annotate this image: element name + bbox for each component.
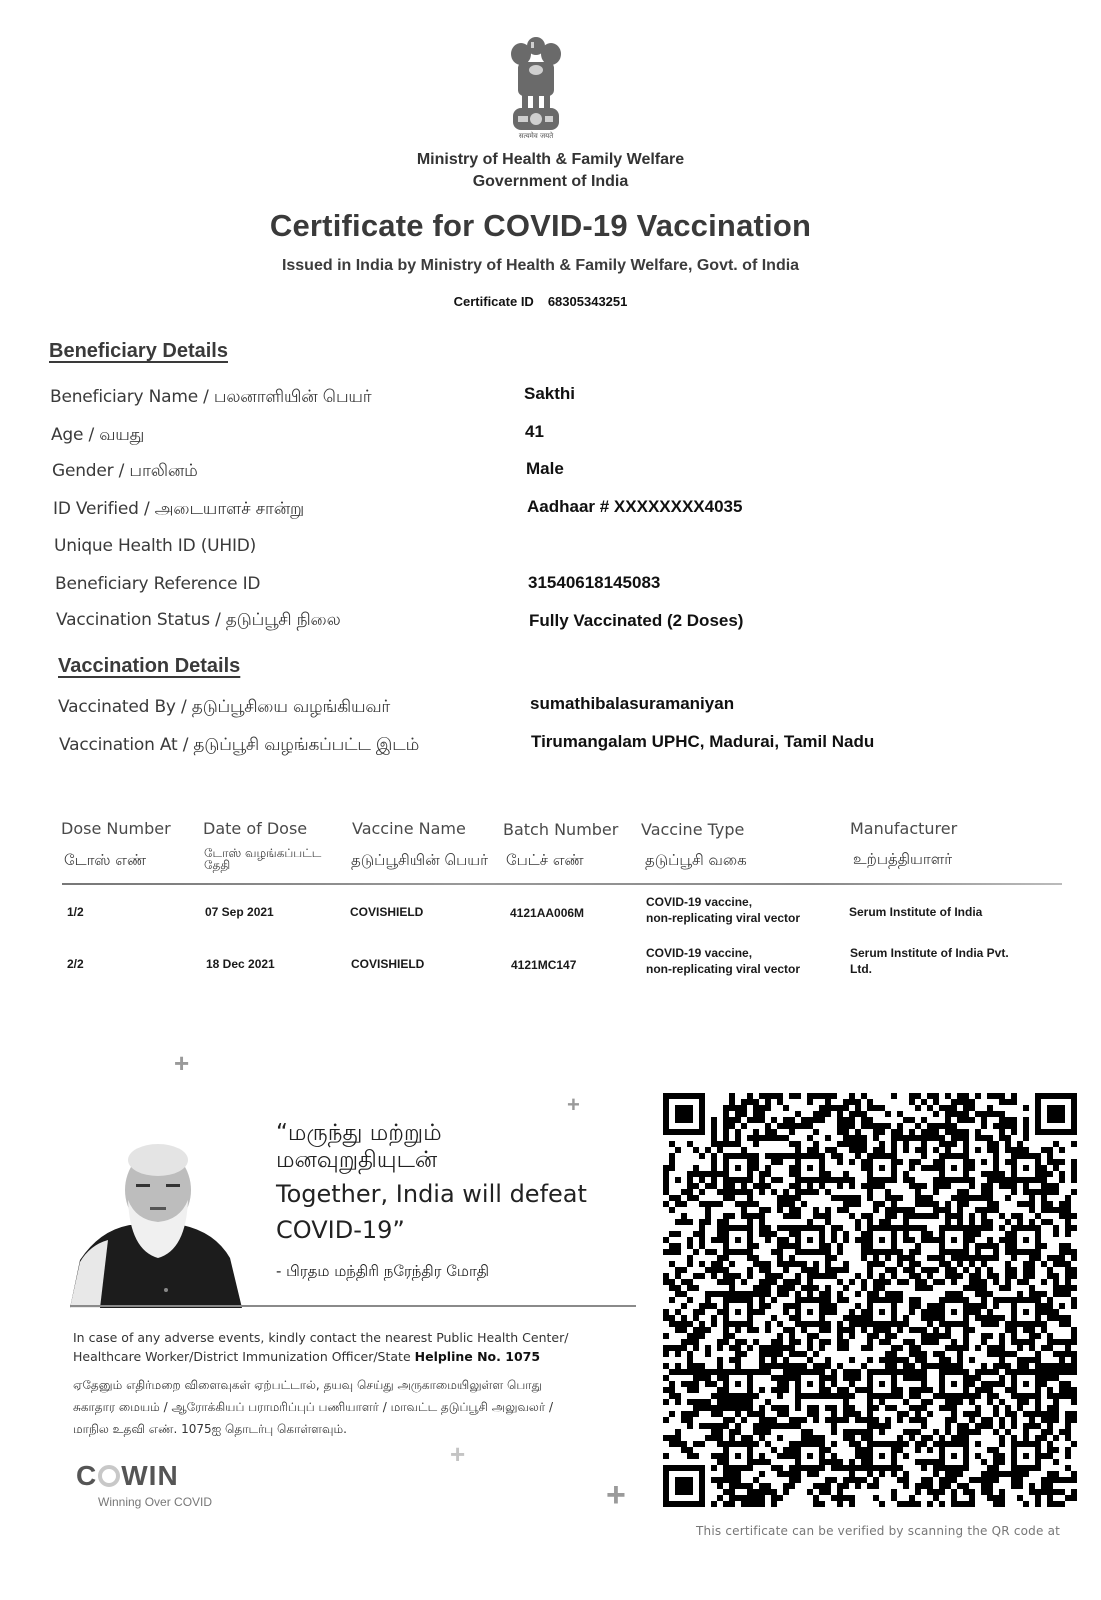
- vaccination-at-label: Vaccination At / தடுப்பூசி வழங்கப்பட்ட இடம்: [59, 735, 420, 755]
- vaccination-status-value: Fully Vaccinated (2 Doses): [529, 611, 744, 630]
- vaccination-status-label: Vaccination Status / தடுப்பூசி நிலை: [56, 610, 341, 630]
- ministry-name: Ministry of Health & Family Welfare: [416, 151, 685, 168]
- plus-decoration-icon: +: [174, 1048, 190, 1078]
- column-header-vaccine-name-ta: தடுப்பூசியின் பெயர்: [351, 851, 488, 869]
- age-value: 41: [525, 422, 544, 441]
- plus-decoration-icon: +: [450, 1439, 466, 1469]
- vaccination-details-heading: Vaccination Details: [58, 655, 241, 677]
- dose-2-vaccine-name: COVISHIELD: [351, 957, 425, 971]
- dose-2-batch: 4121MC147: [511, 958, 577, 972]
- gender-label: Gender / பாலினம்: [52, 461, 198, 481]
- adverse-events-notice: In case of any adverse events, kindly contact the nearest Public Health Center/ Healthcare Worker/District Immunization Officer/State Helpline No. 1075: [73, 1330, 569, 1364]
- certificate-subtitle: Issued in India by Ministry of Health & Family Welfare, Govt. of India: [281, 257, 800, 274]
- column-header-manufacturer: Manufacturer: [850, 819, 958, 838]
- vaccination-at-value: Tirumangalam UPHC, Madurai, Tamil Nadu: [531, 732, 875, 751]
- id-verified-label: ID Verified / அடையாளச் சான்று: [53, 499, 304, 519]
- vaccinated-by-label: Vaccinated By / தடுப்பூசியை வழங்கியவர்: [58, 697, 391, 717]
- column-header-batch-number-ta: பேட்ச் எண்: [506, 851, 584, 869]
- column-header-date-of-dose-ta: டோஸ் வழங்கப்பட்ட தேதி: [204, 846, 322, 872]
- certificate-id-value: 68305343251: [547, 294, 628, 309]
- dose-2-vaccine-type: COVID-19 vaccine, non-replicating viral vector: [646, 946, 801, 976]
- beneficiary-name-value: Sakthi: [524, 384, 576, 403]
- cowin-plus-circle-icon: [98, 1465, 120, 1487]
- dose-2-date: 18 Dec 2021: [206, 957, 275, 971]
- government-name: Government of India: [472, 173, 629, 190]
- beneficiary-reference-id-label: Beneficiary Reference ID: [55, 574, 261, 594]
- column-header-vaccine-name: Vaccine Name: [352, 819, 466, 838]
- uhid-label: Unique Health ID (UHID): [54, 536, 257, 556]
- emblem-motto: सत्यमेव जयते: [518, 132, 554, 140]
- plus-decoration-icon: +: [606, 1476, 626, 1514]
- dose-2-number: 2/2: [67, 957, 84, 971]
- column-header-date-of-dose: Date of Dose: [203, 819, 308, 838]
- dose-1-batch: 4121AA006M: [510, 906, 585, 920]
- qr-verification-note: This certificate can be verified by scanning the QR code at: [696, 1524, 1061, 1538]
- id-verified-value: Aadhaar # XXXXXXXX4035: [527, 497, 743, 516]
- column-header-manufacturer-ta: உற்பத்தியாளர்: [853, 850, 953, 868]
- quote-tamil: “மருந்து மற்றும் மனவுறுதியுடன்: [276, 1120, 442, 1173]
- dose-1-vaccine-type: COVID-19 vaccine, non-replicating viral vector: [646, 895, 801, 925]
- footer-divider: [70, 1305, 636, 1307]
- age-label: Age / வயது: [51, 425, 145, 445]
- gender-value: Male: [526, 459, 564, 478]
- dose-1-number: 1/2: [67, 905, 84, 919]
- dose-1-manufacturer: Serum Institute of India: [849, 905, 983, 919]
- prime-minister-portrait: [70, 1140, 242, 1308]
- table-header-divider: [62, 883, 1062, 885]
- cowin-tagline: Winning Over COVID: [98, 1495, 213, 1509]
- cowin-logo: C WIN: [76, 1460, 179, 1491]
- quote-english: Together, India will defeat COVID-19”: [276, 1180, 587, 1244]
- vaccinated-by-value: sumathibalasuramaniyan: [530, 694, 735, 713]
- plus-decoration-icon: +: [567, 1092, 580, 1117]
- column-header-vaccine-type-ta: தடுப்பூசி வகை: [645, 851, 747, 869]
- certificate-id-label: Certificate ID: [453, 294, 534, 309]
- beneficiary-details-heading: Beneficiary Details: [49, 340, 228, 362]
- qr-code[interactable]: [663, 1093, 1077, 1507]
- column-header-vaccine-type: Vaccine Type: [641, 820, 745, 839]
- beneficiary-reference-id-value: 31540618145083: [528, 573, 661, 592]
- column-header-batch-number: Batch Number: [503, 820, 619, 839]
- column-header-dose-number: Dose Number: [61, 819, 171, 838]
- beneficiary-name-label: Beneficiary Name / பலனாளியின் பெயர்: [50, 387, 372, 407]
- quote-attribution: - பிரதம மந்திரி நரேந்திர மோதி: [276, 1262, 490, 1280]
- helpline-number: Helpline No. 1075: [414, 1349, 541, 1364]
- certificate-id: [0, 294, 1081, 309]
- dose-1-vaccine-name: COVISHIELD: [350, 905, 424, 919]
- certificate-title: Certificate for COVID-19 Vaccination: [269, 208, 812, 243]
- column-header-dose-number-ta: டோஸ் எண்: [64, 851, 147, 869]
- national-emblem-icon: [505, 34, 567, 134]
- dose-2-manufacturer: Serum Institute of India Pvt. Ltd.: [850, 946, 1009, 976]
- dose-1-date: 07 Sep 2021: [205, 905, 274, 919]
- adverse-events-notice-tamil: ஏதேனும் எதிர்மறை விளைவுகள் ஏற்பட்டால், தயவு செய்து அருகாமையிலுள்ள பொது சுகாதார மையம் / ஆரோக்கியப் பராமரிப்புப் பணியாளர் / மாவட்ட தடுப்பூசி அலுவலர் / மாநில உதவி எண். 1075ஐ தொடர்பு கொள்ளவும்.: [73, 1378, 554, 1436]
